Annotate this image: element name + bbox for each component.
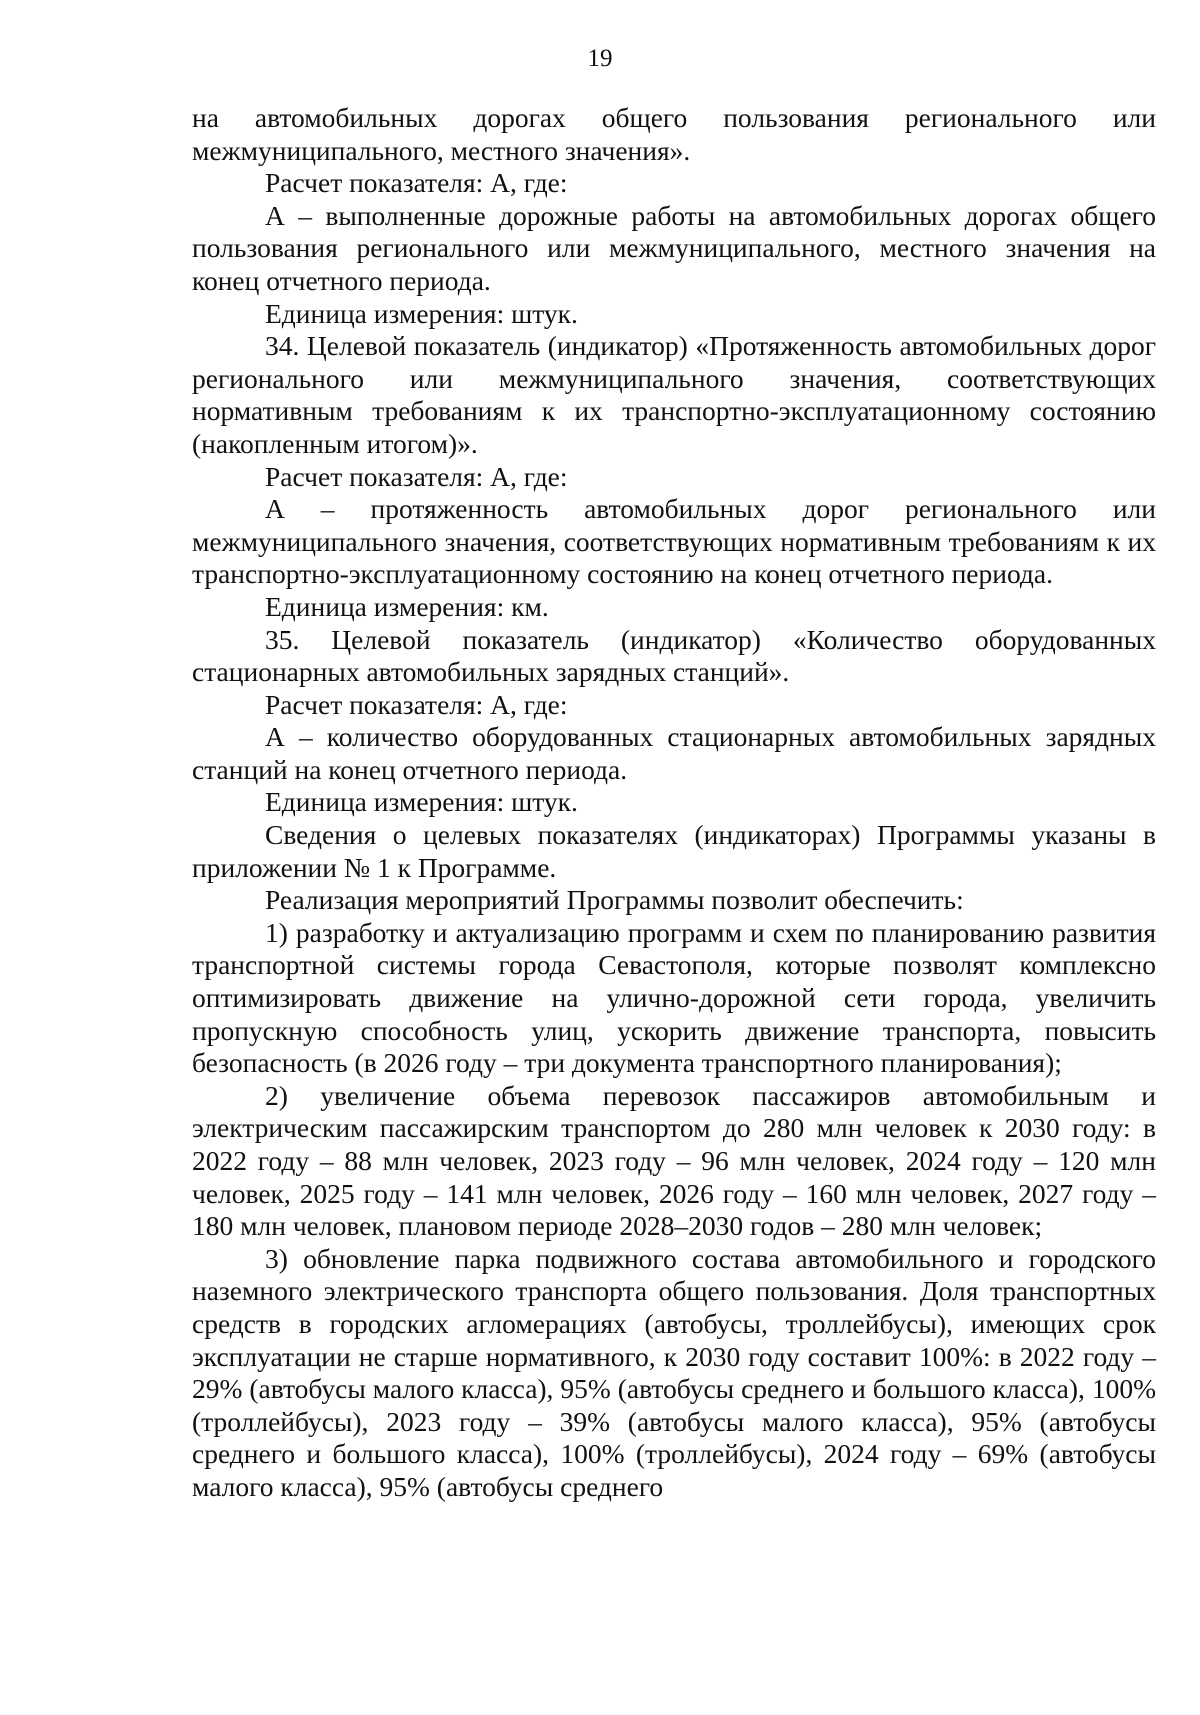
- paragraph-appendix-reference: Сведения о целевых показателях (индикаторах) Программы указаны в приложении № 1 к Программе.: [192, 819, 1156, 883]
- paragraph-continuation: на автомобильных дорогах общего пользования регионального или межмуниципального, местного значения».: [192, 102, 1156, 166]
- paragraph-definition: А – протяженность автомобильных дорог регионального или межмуниципального значения, соответствующих нормативным требованиям к их транспортно-эксплуатационному состоянию на конец отчетного периода.: [192, 493, 1156, 590]
- paragraph-unit: Единица измерения: штук.: [265, 786, 578, 818]
- paragraph-calculation: Расчет показателя: А, где:: [265, 167, 568, 199]
- paragraph-indicator-35: 35. Целевой показатель (индикатор) «Количество оборудованных стационарных автомобильных зарядных станций».: [192, 623, 1156, 688]
- document-body: [192, 102, 1156, 1504]
- paragraph-calculation: Расчет показателя: А, где:: [265, 688, 568, 720]
- paragraph-definition: А – выполненные дорожные работы на автомобильных дорогах общего пользования регионального или межмуниципального, местного значения на конец отчетного периода.: [192, 199, 1156, 296]
- paragraph-unit: Единица измерения: штук.: [265, 297, 578, 329]
- paragraph-unit: Единица измерения: км.: [265, 590, 549, 622]
- paragraph-calculation: Расчет показателя: А, где:: [265, 460, 568, 492]
- page-number: 19: [587, 45, 613, 72]
- paragraph-definition: А – количество оборудованных стационарных автомобильных зарядных станций на конец отчетного периода.: [192, 721, 1156, 785]
- list-item-3: 3) обновление парка подвижного состава автомобильного и городского наземного электрического транспорта общего пользования. Доля транспортных средств в городских агломерациях (автобусы, троллейбусы), имеющих срок эксплуатации не старше нормативного, к 2030 году составит 100%: в 2022 году – 29% (автобусы малого класса), 95% (автобусы среднего и большого класса), 100% (троллейбусы), 2023 году – 39% (автобусы малого класса), 95% (автобусы среднего и большого класса), 100% (троллейбусы), 2024 году – 69% (автобусы малого класса), 95% (автобусы среднего: [192, 1242, 1156, 1502]
- list-item-2: 2) увеличение объема перевозок пассажиров автомобильным и электрическим пассажирским транспортом до 280 млн человек к 2030 году: в 2022 году – 88 млн человек, 2023 году – 96 млн человек, 2024 году – 120 млн человек, 2025 году – 141 млн человек, 2026 году – 160 млн человек, 2027 году – 180 млн человек, плановом периоде 2028–2030 годов – 280 млн человек;: [192, 1079, 1156, 1242]
- paragraph-indicator-34: 34. Целевой показатель (индикатор) «Протяженность автомобильных дорог регионального или межмуниципального значения, соответствующих нормативным требованиям к их транспортно-эксплуатационному состоянию (накопленным итогом)».: [192, 330, 1156, 459]
- paragraph-implementation-intro: Реализация мероприятий Программы позволит обеспечить:: [265, 884, 964, 916]
- list-item-1: 1) разработку и актуализацию программ и схем по планированию развития транспортной системы города Севастополя, которые позволят комплексно оптимизировать движение на улично-дорожной сети города, увеличить пропускную способность улиц, ускорить движение транспорта, повысить безопасность (в 2026 году – три документа транспортного планирования);: [192, 916, 1156, 1079]
